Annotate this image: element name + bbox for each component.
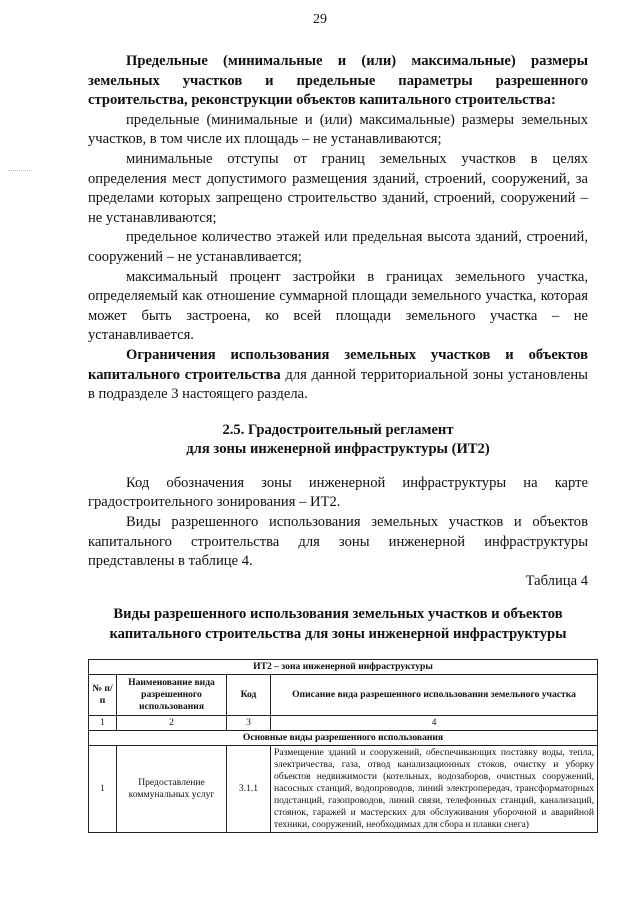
- table-zone-header-row: [89, 659, 598, 674]
- column-header-num: № п/п: [89, 674, 117, 715]
- table-zone-header: ИТ2 – зона инженерной инфраструктуры: [89, 659, 598, 674]
- parameters-heading: Предельные (минимальные и (или) максимальные) размеры земельных участков и предельные параметры разрешенного строительства, реконструкции объектов капитального строительства:: [88, 53, 588, 109]
- parameter-item: предельные (минимальные и (или) максимальные) размеры земельных участков, в том числе их площадь – не устанавливаются;: [88, 111, 588, 148]
- table-reference-paragraph: Виды разрешенного использования земельных участков и объектов капитального строительства для зоны инженерной инфраструктуры представлены в таблице 4.: [88, 514, 588, 570]
- table-row: [89, 745, 598, 832]
- document-body: [88, 52, 594, 833]
- row-number: 1: [89, 745, 117, 832]
- row-description: Размещение зданий и сооружений, обеспечивающих поставку воды, тепла, электричества, газа, отвод канализационных стоков, очистку и уборку объектов недвижимости (котельных, водозаборов, очистных сооружений, насосных станций, водопроводов, линий электропередач, трансформаторных подстанций, газопроводов, линий связи, телефонных станций, канализаций, стоянок, гаражей и мастерских для обслуживания уборочной и аварийной техники, сооружений, необходимых для сбора и плавки снега): [271, 745, 598, 832]
- row-code: 3.1.1: [227, 745, 271, 832]
- column-header-desc: Описание вида разрешенного использования земельного участка: [271, 674, 598, 715]
- row-use-name: Предоставление коммунальных услуг: [117, 745, 227, 832]
- table-title-line2: капитального строительства для зоны инженерной инфраструктуры: [109, 626, 567, 643]
- section-subtitle: для зоны инженерной инфраструктуры (ИТ2): [186, 441, 490, 458]
- restrictions-bold: Ограничения использования земельных участков и объектов капитального строительства: [88, 346, 588, 383]
- column-number: 3: [227, 715, 271, 730]
- column-header-name: Наименование вида разрешенного использования: [117, 674, 227, 715]
- parameter-item: предельное количество этажей или предельная высота зданий, строений, сооружений – не устанавливается;: [88, 229, 588, 265]
- column-number: 1: [89, 715, 117, 730]
- table-label: Таблица 4: [525, 572, 588, 589]
- page-number: 29: [313, 12, 327, 27]
- section-title: 2.5. Градостроительный регламент: [222, 421, 454, 438]
- column-number: 4: [271, 715, 598, 730]
- column-number: 2: [117, 715, 227, 730]
- table-title: Виды разрешенного использования земельных участков и объектов: [113, 606, 563, 623]
- column-header-code: Код: [227, 674, 271, 715]
- parameter-item: максимальный процент застройки в границах земельного участка, определяемый как отношение суммарной площади земельного участка, которая может быть застроена, ко всей площади земельного участка – не устанавливается.: [88, 268, 588, 344]
- group-header: Основные виды разрешенного использования: [89, 730, 598, 745]
- group-header-row: [89, 730, 598, 745]
- column-number-row: [89, 715, 598, 730]
- restrictions-paragraph: [88, 346, 588, 405]
- permitted-use-table: [88, 659, 598, 833]
- scan-artifact-line: [8, 170, 32, 171]
- table-header-row: [89, 674, 598, 715]
- restrictions-rest: для данной территориальной зоны установлены в подразделе 3 настоящего раздела.: [88, 366, 588, 403]
- parameter-item: минимальные отступы от границ земельных участков в целях определения мест допустимого размещения зданий, строений, сооружений, за пределами которых запрещено строительство зданий, строений, сооружений – не устанавливаются;: [88, 150, 588, 226]
- zone-code-paragraph: Код обозначения зоны инженерной инфраструктуры на карте градостроительного зонирования – ИТ2.: [88, 474, 588, 511]
